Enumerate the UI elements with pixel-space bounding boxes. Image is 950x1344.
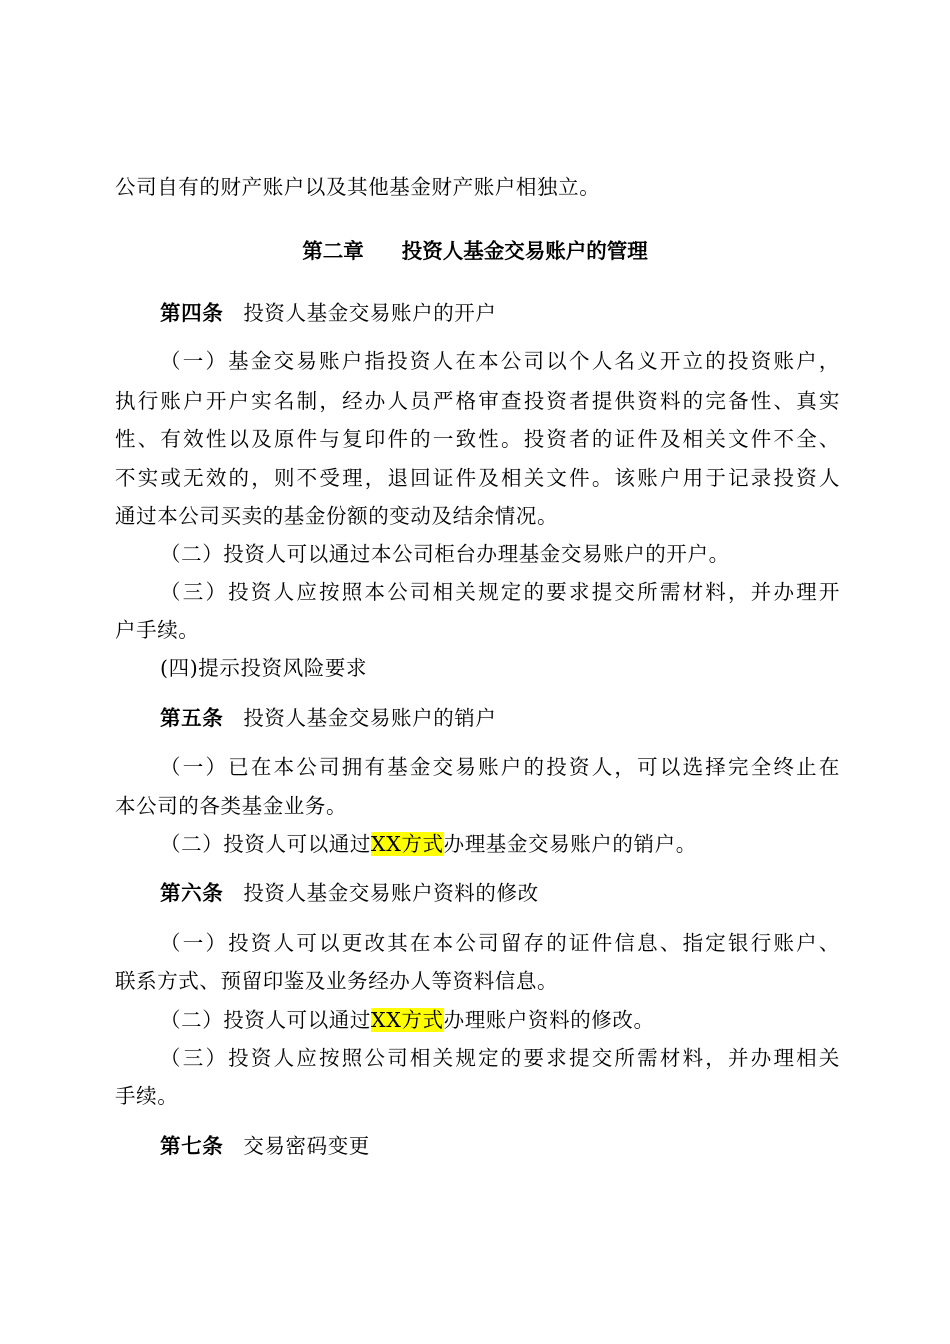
article-4-item-2: （二）投资人可以通过本公司柜台办理基金交易账户的开户。 — [160, 542, 730, 566]
article-6-item-3-line-2: 手续。 — [115, 1084, 179, 1108]
text-before-highlight: （二）投资人可以通过 — [160, 1008, 371, 1032]
article-5-item-2 — [160, 829, 840, 859]
text-after-highlight: 办理账户资料的修改。 — [443, 1008, 655, 1032]
article-title: 投资人基金交易账户的开户 — [243, 301, 497, 325]
text-after-highlight: 办理基金交易账户的销户。 — [443, 832, 697, 856]
article-label: 第五条 — [160, 706, 224, 730]
article-5-item-1-line-1: （一）已在本公司拥有基金交易账户的投资人，可以选择完全终止在 — [160, 755, 840, 779]
article-title: 投资人基金交易账户资料的修改 — [243, 881, 539, 905]
article-4-item-1-line-2: 执行账户开户实名制，经办人员严格审查投资者提供资料的完备性、真实 — [115, 389, 840, 413]
article-6-item-3-line-1: （三）投资人应按照公司相关规定的要求提交所需材料，并办理相关 — [160, 1046, 840, 1070]
text-before-highlight: （二）投资人可以通过 — [160, 832, 371, 856]
highlighted-placeholder: XX方式 — [371, 1008, 444, 1032]
article-label: 第六条 — [160, 881, 224, 905]
chapter-heading — [0, 236, 950, 266]
article-4-item-1-line-5: 通过本公司买卖的基金份额的变动及结余情况。 — [115, 504, 559, 528]
article-4-item-3-line-1: （三）投资人应按照本公司相关规定的要求提交所需材料，并办理开 — [160, 580, 840, 604]
article-4-item-4: (四)提示投资风险要求 — [160, 656, 368, 680]
chapter-title: 投资人基金交易账户的管理 — [401, 239, 648, 263]
article-4-item-3-line-2: 户手续。 — [115, 618, 200, 642]
article-label: 第四条 — [160, 301, 224, 325]
paragraph-continuation: 公司自有的财产账户以及其他基金财产账户相独立。 — [115, 175, 601, 199]
article-title: 交易密码变更 — [243, 1134, 370, 1158]
article-title: 投资人基金交易账户的销户 — [243, 706, 497, 730]
article-6-item-2 — [160, 1005, 840, 1035]
article-6-heading — [160, 878, 840, 908]
article-5-heading — [160, 703, 840, 733]
highlighted-placeholder: XX方式 — [371, 832, 444, 856]
article-4-item-1-line-4: 不实或无效的，则不受理，退回证件及相关文件。该账户用于记录投资人 — [115, 466, 840, 490]
article-6-item-1-line-2: 联系方式、预留印鉴及业务经办人等资料信息。 — [115, 969, 559, 993]
article-label: 第七条 — [160, 1134, 224, 1158]
article-4-item-1-line-1: （一）基金交易账户指投资人在本公司以个人名义开立的投资账户， — [160, 349, 840, 373]
article-5-item-1-line-2: 本公司的各类基金业务。 — [115, 794, 348, 818]
article-7-heading — [160, 1131, 840, 1161]
chapter-number: 第二章 — [302, 239, 364, 263]
article-6-item-1-line-1: （一）投资人可以更改其在本公司留存的证件信息、指定银行账户、 — [160, 931, 840, 955]
article-4-item-1-line-3: 性、有效性以及原件与复印件的一致性。投资者的证件及相关文件不全、 — [115, 427, 840, 451]
article-4-heading — [160, 298, 840, 328]
